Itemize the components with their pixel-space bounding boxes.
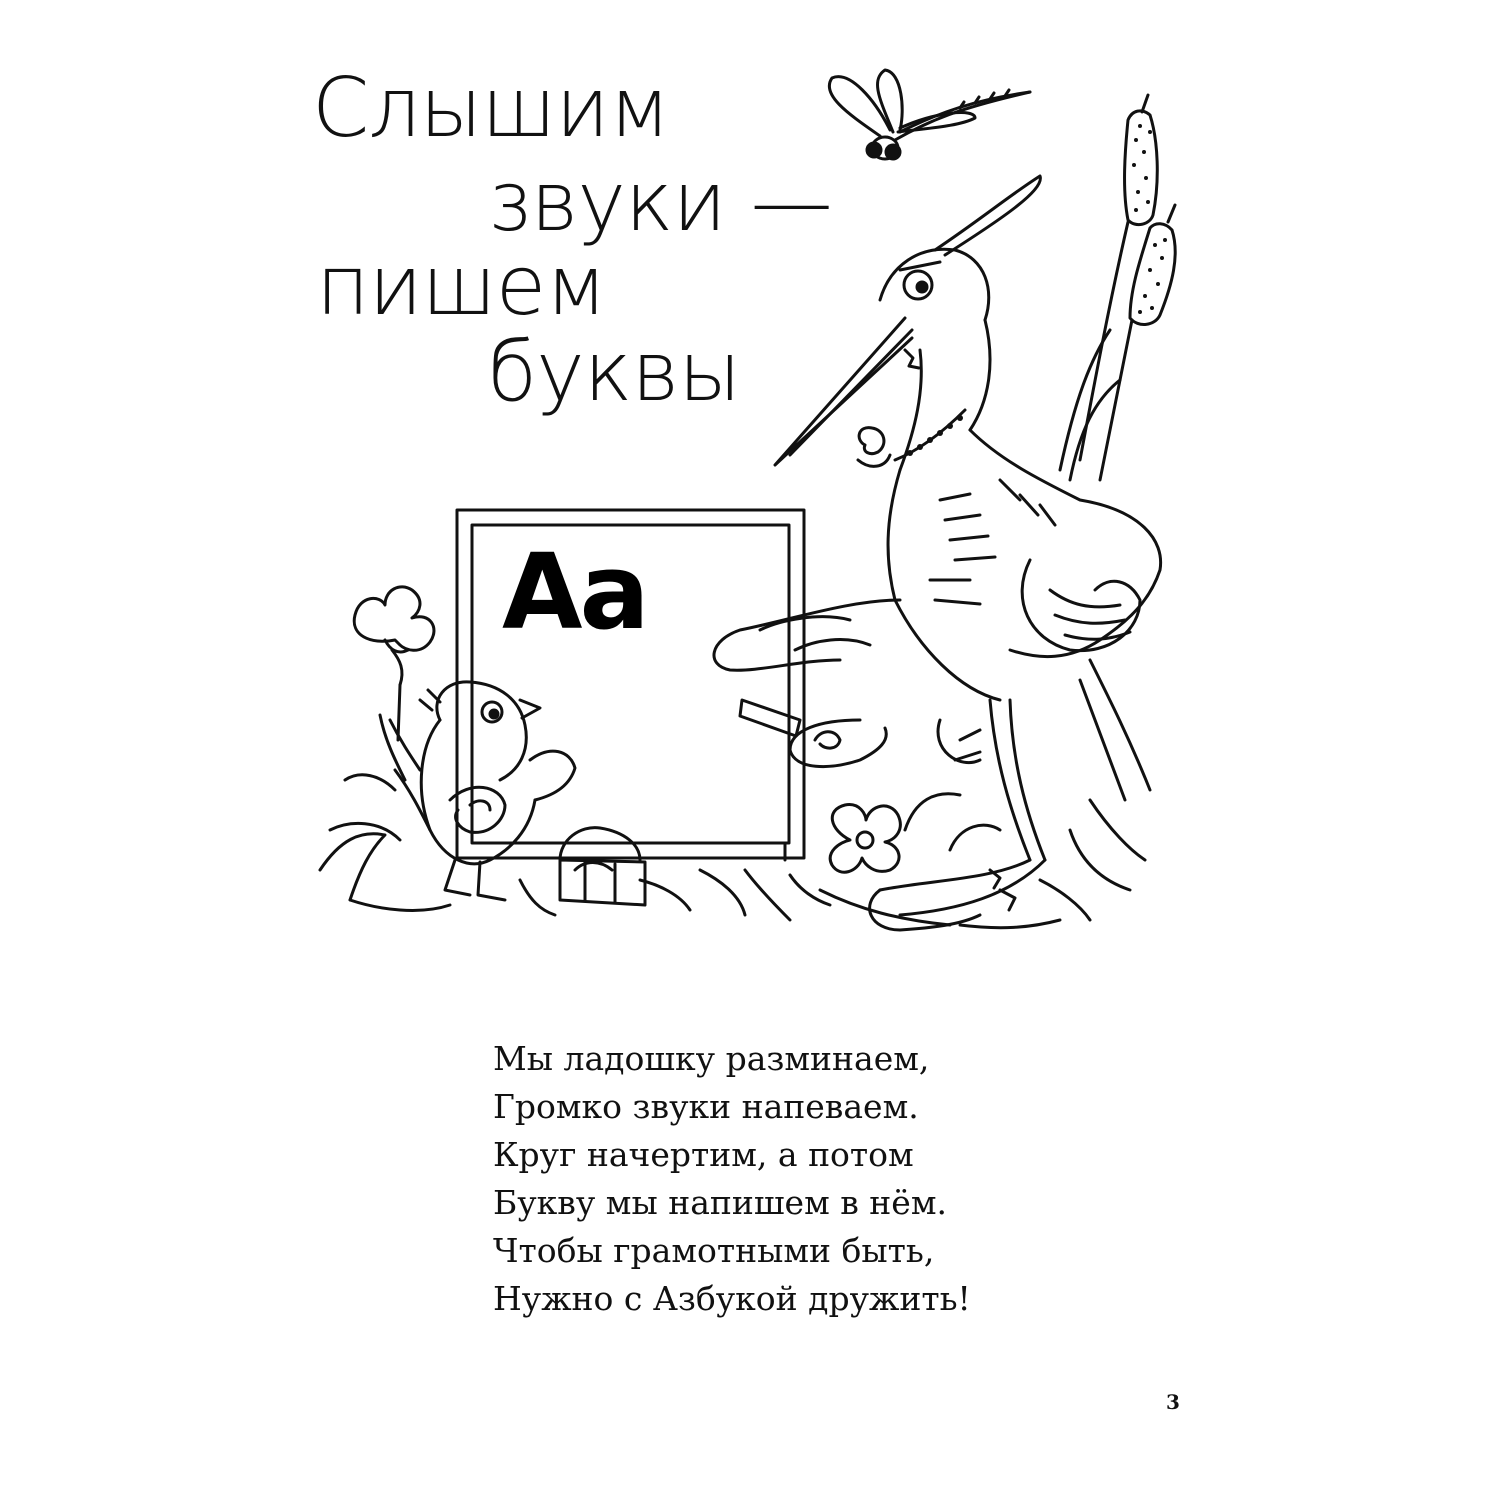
cattail-icon <box>1060 95 1175 480</box>
poem-line: Чтобы грамотными быть, <box>493 1231 935 1270</box>
dragonfly-icon <box>829 70 1030 159</box>
page-title-line-1: Слышим <box>312 61 670 156</box>
poem-line: Букву мы напишем в нём. <box>493 1183 947 1222</box>
page-title-line-2: звуки — <box>487 155 832 250</box>
flower-icon <box>830 805 900 873</box>
page-title-line-4: буквы <box>487 325 741 420</box>
page-number: 3 <box>1166 1390 1180 1414</box>
flower-icon <box>354 587 434 740</box>
bag-icon <box>560 828 645 905</box>
poem-line: Нужно с Азбукой дружить! <box>493 1279 971 1318</box>
poem-line: Круг начертим, а потом <box>493 1135 914 1174</box>
heron-icon <box>714 176 1161 930</box>
poem-line: Мы ладошку разминаем, <box>493 1039 930 1078</box>
chick-icon <box>420 682 575 900</box>
poem-line: Громко звуки напеваем. <box>493 1087 919 1126</box>
board-letters: Aa <box>502 531 647 653</box>
grass-icon <box>320 715 1145 928</box>
page-title-line-3: пишем <box>316 239 607 334</box>
poem <box>493 1035 971 1323</box>
